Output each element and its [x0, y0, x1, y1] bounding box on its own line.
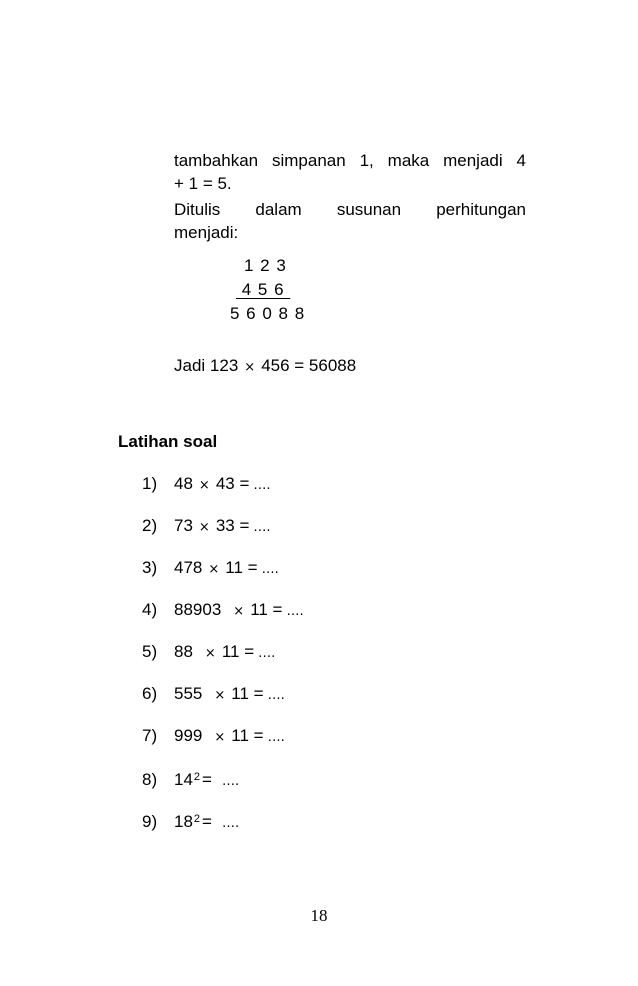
times-symbol: ×: [198, 478, 210, 493]
times-symbol: ×: [198, 520, 210, 535]
conclusion-prefix: Jadi 123: [174, 356, 239, 375]
exercise-number: 8): [142, 770, 158, 789]
times-symbol: ×: [208, 562, 220, 577]
times-symbol: ×: [204, 646, 216, 661]
conclusion-suffix: 456 = 56088: [261, 356, 357, 375]
exercise-number: 5): [142, 642, 158, 661]
operand-equals: 43 =: [215, 474, 250, 493]
exercise-number: 4): [142, 600, 158, 619]
blank-dots: ….: [261, 562, 279, 577]
times-symbol: ×: [214, 730, 226, 745]
text-line: tambahkan simpanan 1, maka menjadi 4: [174, 151, 526, 170]
paragraph-carry-explanation: [174, 149, 526, 195]
exercise-number: 3): [142, 558, 158, 577]
exercise-number: 1): [142, 474, 158, 493]
multiplier: [236, 278, 290, 301]
blank-dots: ….: [221, 774, 240, 789]
text-line: Ditulis dalam susunan perhitungan: [174, 200, 526, 219]
blank-dots: ….: [253, 478, 271, 493]
operand: 999: [174, 726, 203, 745]
times-symbol: ×: [214, 688, 226, 703]
section-title: Latihan soal: [118, 432, 218, 451]
text-line: + 1 = 5.: [174, 174, 232, 193]
operand-equals: 11 =: [231, 684, 264, 703]
exercise-number: 7): [142, 726, 158, 745]
square-exponent: 2: [193, 813, 201, 825]
operand-equals: 11 =: [250, 600, 283, 619]
exercise-item: [142, 598, 304, 623]
times-symbol: ×: [244, 360, 256, 375]
square-base: 18: [174, 812, 193, 831]
exercise-item-square: [142, 808, 239, 835]
blank-dots: ….: [258, 646, 276, 661]
operand-equals: 33 =: [215, 516, 250, 535]
exercise-number: 9): [142, 812, 158, 831]
exercise-item-square: [142, 766, 239, 793]
blank-dots: ….: [221, 816, 240, 831]
exercise-item: [142, 472, 271, 497]
exercise-item: [142, 640, 275, 665]
multiplicand: 1 2 3: [244, 256, 287, 275]
blank-dots: ….: [267, 688, 285, 703]
paragraph-arrangement-intro: [174, 198, 526, 244]
blank-dots: ….: [267, 730, 285, 745]
operand: 478: [174, 558, 203, 577]
operand-equals: 11 =: [225, 558, 258, 577]
square-exponent: 2: [193, 771, 201, 783]
blank-dots: ….: [286, 604, 304, 619]
operand: 73: [174, 516, 193, 535]
operand: 88: [174, 642, 193, 661]
page-number: 18: [310, 906, 328, 925]
operand-equals: 11 =: [221, 642, 255, 661]
exercise-number: 2): [142, 516, 158, 535]
operand: 88903: [174, 600, 222, 619]
text-line: menjadi:: [174, 223, 239, 242]
multiplier-value: 4 5 6: [241, 280, 285, 299]
conclusion-line: [174, 354, 356, 379]
operand-equals: 11 =: [231, 726, 264, 745]
operand: 555: [174, 684, 203, 703]
exercise-item: [142, 514, 271, 539]
exercise-item: [142, 682, 285, 707]
exercise-item: [142, 556, 279, 581]
square-base: 14: [174, 770, 193, 789]
exercise-number: 6): [142, 684, 158, 703]
operand: 48: [174, 474, 193, 493]
equals-sign: =: [202, 812, 212, 831]
multiplication-result: 5 6 0 8 8: [230, 304, 306, 323]
times-symbol: ×: [233, 604, 245, 619]
blank-dots: ….: [253, 520, 271, 535]
exercise-item: [142, 724, 285, 749]
equals-sign: =: [202, 770, 212, 789]
